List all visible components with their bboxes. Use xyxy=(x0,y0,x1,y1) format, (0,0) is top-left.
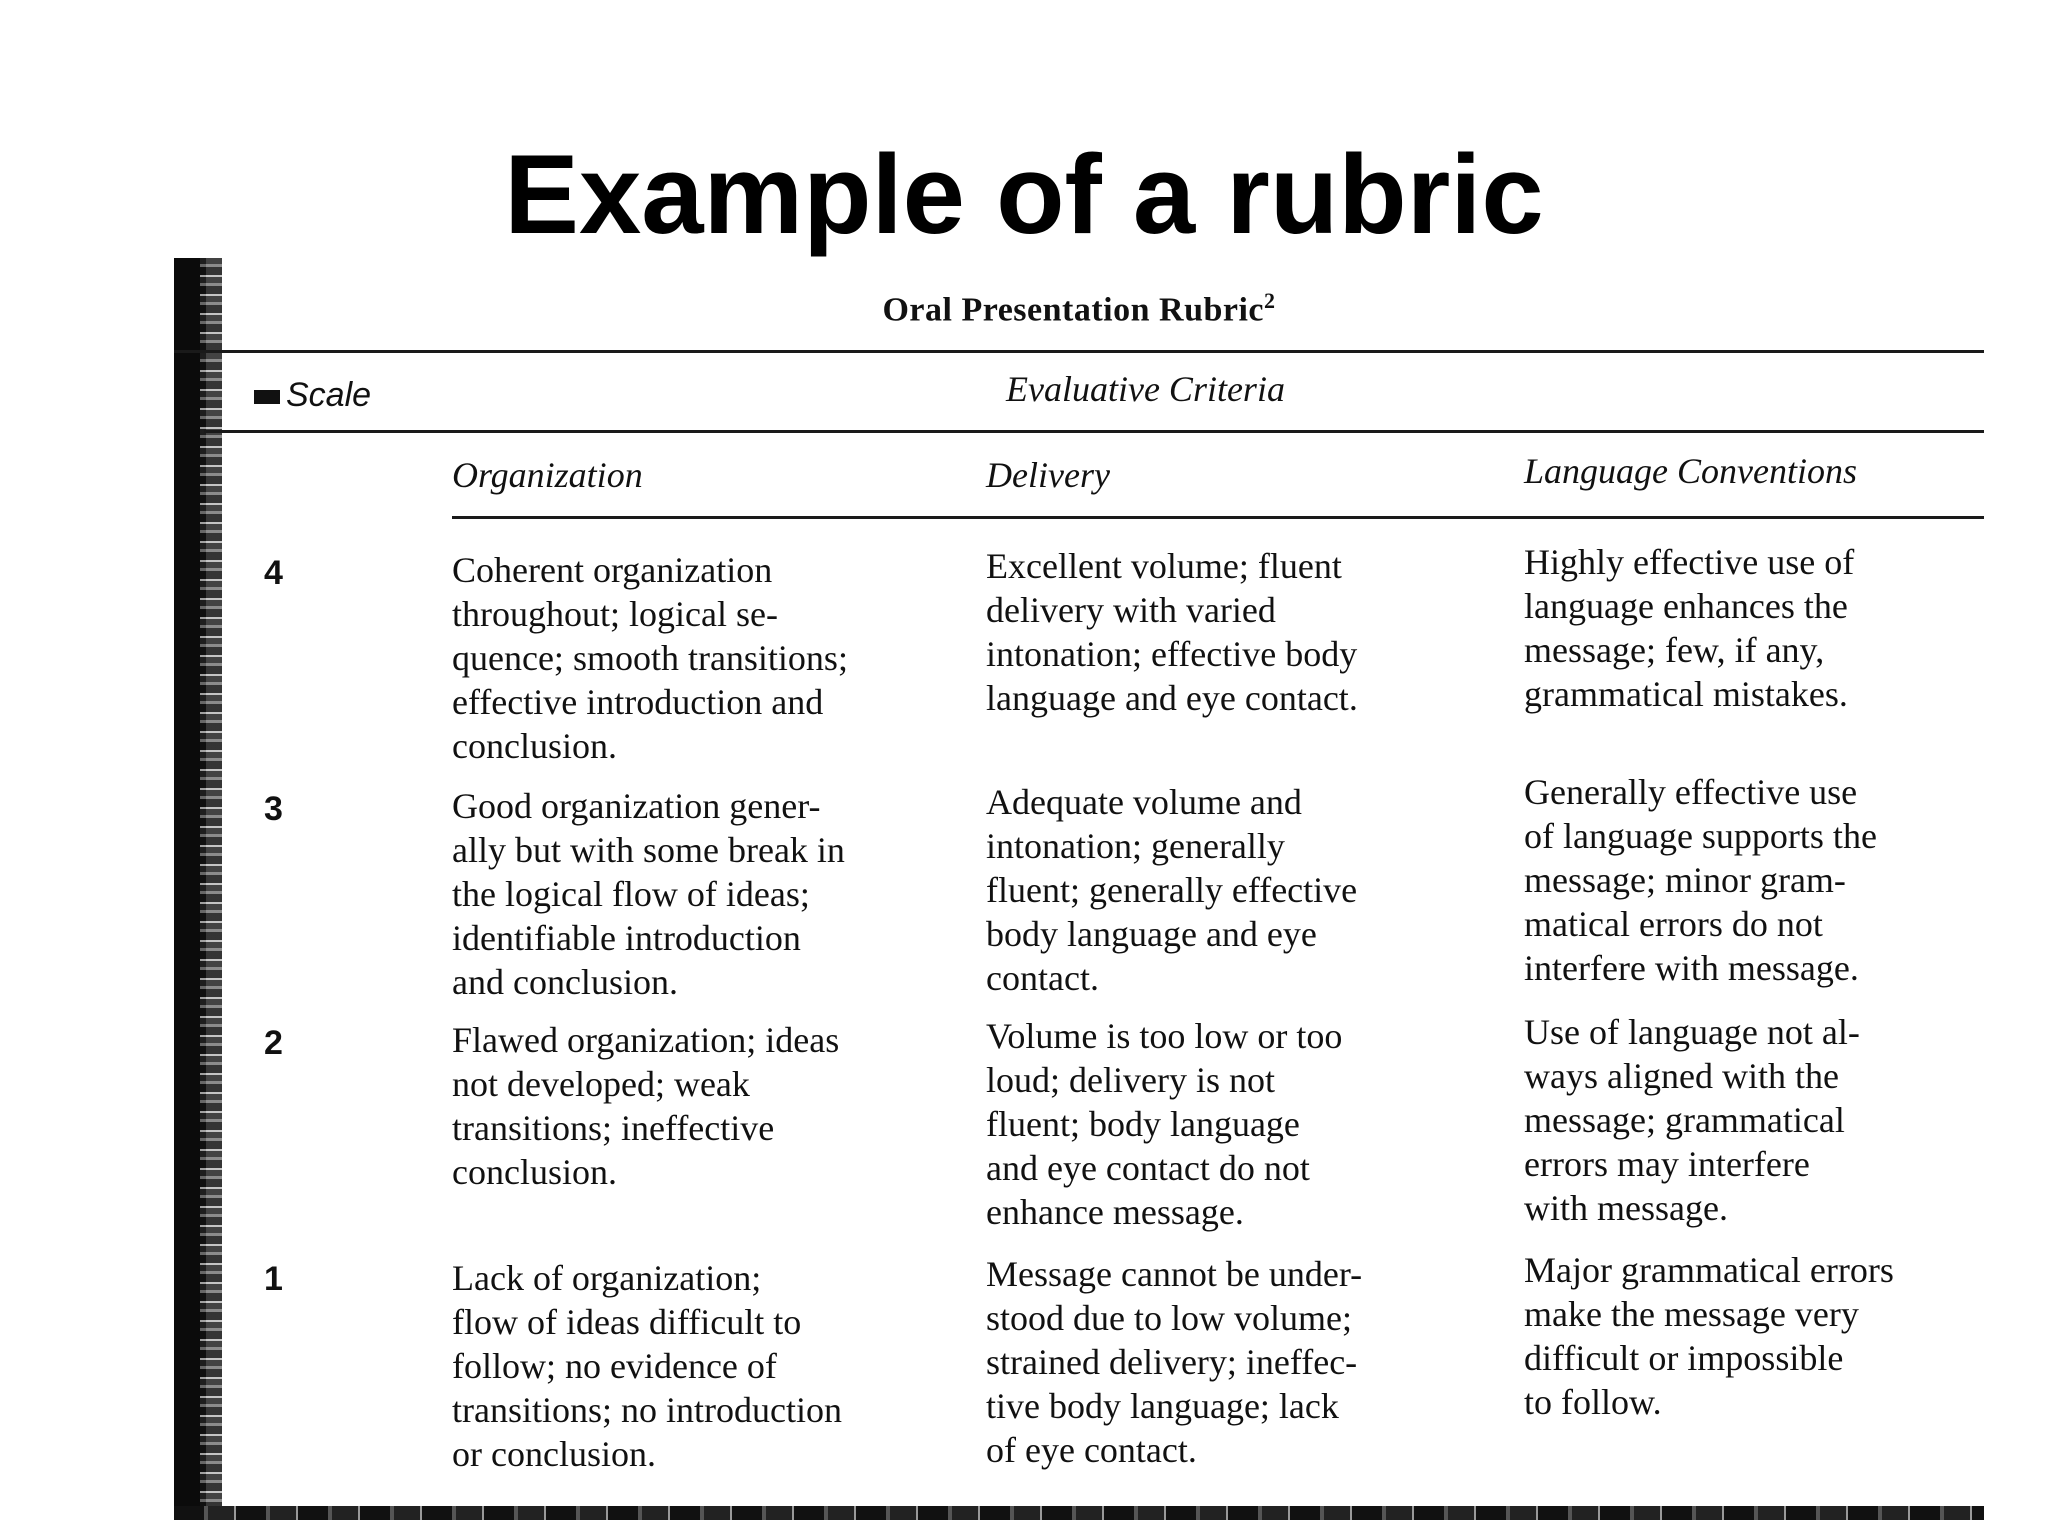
row-1-delivery: Message cannot be under- stood due to low volume; strained delivery; ineffec- tive body language; lack of eye contact. xyxy=(986,1254,1363,1470)
row-3-language: Generally effective use of language supports the message; minor gram- matical errors do not interfere with message. xyxy=(1524,772,1877,988)
slide-title: Example of a rubric xyxy=(504,132,1544,257)
rule-under-columns xyxy=(452,516,1984,519)
row-1-language: Major grammatical errors make the message very difficult or impossible to follow. xyxy=(1524,1250,1894,1422)
row-4-organization: Coherent organization throughout; logical se- quence; smooth transitions; effective introduction and conclusion. xyxy=(452,550,848,766)
rubric-title xyxy=(174,288,1984,329)
criteria-header: Evaluative Criteria xyxy=(1006,369,1285,409)
rubric-title-superscript: 2 xyxy=(1264,288,1276,313)
row-4-delivery: Excellent volume; fluent delivery with varied intonation; effective body language and eye contact. xyxy=(986,546,1358,718)
score-2: 2 xyxy=(264,1024,283,1062)
rule-under-criteria xyxy=(204,430,1984,433)
row-3-organization: Good organization gener- ally but with some break in the logical flow of ideas; identifiable introduction and conclusion. xyxy=(452,786,845,1002)
column-header-organization: Organization xyxy=(452,455,643,495)
row-2-organization: Flawed organization; ideas not developed; weak transitions; ineffective conclusion. xyxy=(452,1020,840,1192)
column-header-language-conventions: Language Conventions xyxy=(1524,451,1857,491)
score-4: 4 xyxy=(264,554,283,592)
row-1-organization: Lack of organization; flow of ideas difficult to follow; no evidence of transitions; no introduction or conclusion. xyxy=(452,1258,842,1474)
row-2-delivery: Volume is too low or too loud; delivery is not fluent; body language and eye contact do not enhance message. xyxy=(986,1016,1343,1232)
row-2-language: Use of language not al- ways aligned with the message; grammatical errors may interfere with message. xyxy=(1524,1012,1860,1228)
score-3: 3 xyxy=(264,790,283,828)
scale-mark xyxy=(254,390,280,404)
column-header-delivery: Delivery xyxy=(986,455,1110,495)
score-1: 1 xyxy=(264,1260,283,1298)
row-3-delivery: Adequate volume and intonation; generally fluent; generally effective body language and eye contact. xyxy=(986,782,1358,998)
rubric-scan xyxy=(174,258,1984,1520)
row-4-language: Highly effective use of language enhances the message; few, if any, grammatical mistakes. xyxy=(1524,542,1855,714)
scan-left-edge xyxy=(174,258,206,1520)
scale-header: Scale xyxy=(286,376,372,414)
rule-under-title xyxy=(174,350,1984,353)
rubric-title-text: Oral Presentation Rubric xyxy=(882,291,1265,329)
scan-bottom-edge xyxy=(174,1506,1984,1520)
